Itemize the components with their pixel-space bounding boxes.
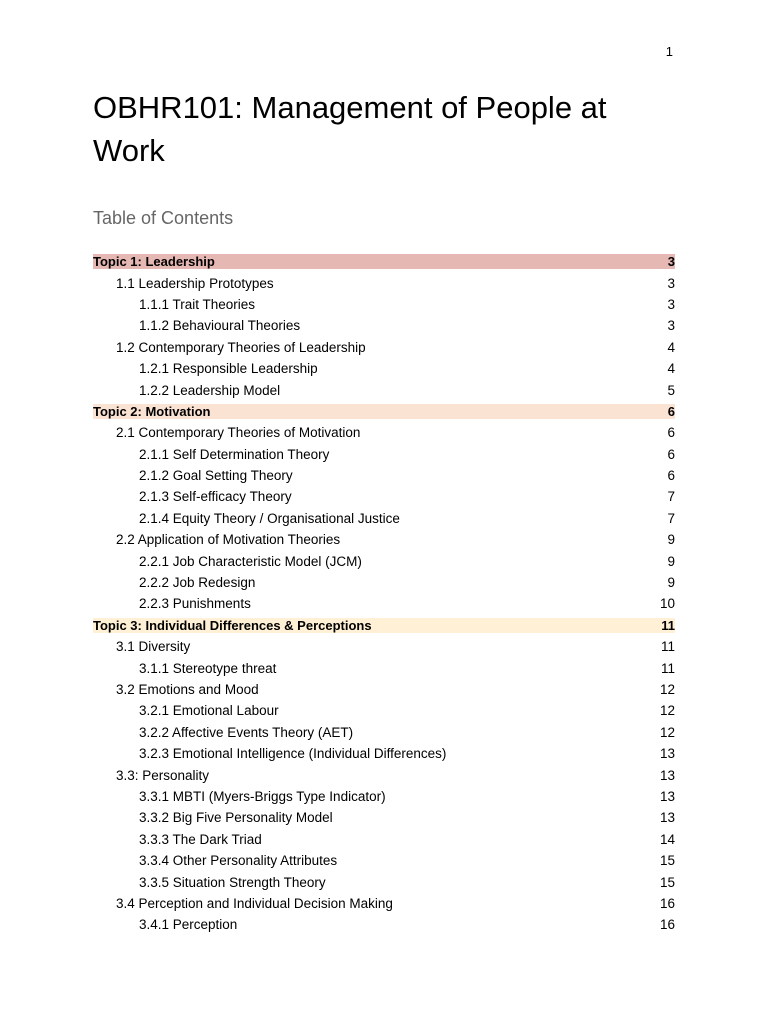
toc-entry-row[interactable] [93, 337, 675, 358]
toc-entry-row[interactable] [93, 422, 675, 443]
toc-page-number: 6 [667, 446, 675, 462]
toc-topic-row[interactable] [93, 254, 675, 269]
toc-page-number: 6 [667, 468, 675, 484]
toc-entry-label: 3.2.2 Affective Events Theory (AET) [139, 724, 354, 740]
toc-entry-row[interactable] [93, 550, 675, 571]
toc-page-number: 7 [667, 510, 675, 526]
toc-entry-label: 2.1 Contemporary Theories of Motivation [116, 425, 361, 441]
toc-page-number: 6 [667, 403, 675, 419]
toc-page-number: 15 [659, 874, 675, 890]
toc-page-number: 11 [660, 660, 675, 676]
toc-entry-row[interactable] [93, 893, 675, 914]
toc-entry-row[interactable] [93, 657, 675, 678]
toc-page-number: 13 [659, 767, 675, 783]
toc-entry-label: 2.2 Application of Motivation Theories [116, 532, 341, 548]
toc-entry-label: 1.2.2 Leadership Model [139, 382, 281, 398]
toc-entry-label: 3.3.2 Big Five Personality Model [139, 810, 333, 826]
toc-topic-row[interactable] [93, 404, 675, 419]
toc-entry-row[interactable] [93, 593, 675, 614]
toc-page-number: 4 [667, 361, 675, 377]
toc-page-number: 7 [667, 489, 675, 505]
toc-entry-row[interactable] [93, 914, 675, 935]
page-number: 1 [665, 44, 673, 59]
toc-entry-label: 1.1.2 Behavioural Theories [139, 318, 301, 334]
toc-page-number: 13 [659, 746, 675, 762]
toc-entry-label: 3.2.1 Emotional Labour [139, 703, 279, 719]
toc-page-number: 16 [659, 917, 675, 933]
toc-entry-label: 2.1.4 Equity Theory / Organisational Justice [139, 510, 400, 526]
toc-entry-label: 2.2.2 Job Redesign [139, 575, 256, 591]
toc-entry-row[interactable] [93, 379, 675, 400]
toc-entry-row[interactable] [93, 572, 675, 593]
toc-entry-label: 3.3: Personality [116, 767, 210, 783]
toc-page-number: 12 [659, 703, 675, 719]
toc-entry-label: 3.3.3 The Dark Triad [139, 831, 262, 847]
toc-entry-label: Topic 1: Leadership [93, 254, 215, 269]
toc-entry-row[interactable] [93, 508, 675, 529]
toc-entry-label: 3.3.1 MBTI (Myers-Briggs Type Indicator) [139, 788, 386, 804]
toc-entry-row[interactable] [93, 358, 675, 379]
toc-entry-row[interactable] [93, 807, 675, 828]
toc-entry-label: 3.1 Diversity [116, 639, 191, 655]
toc-entry-label: 1.1.1 Trait Theories [139, 296, 256, 312]
toc-entry-label: 1.2.1 Responsible Leadership [139, 361, 318, 377]
toc-entry-row[interactable] [93, 636, 675, 657]
toc-entry-label: 1.1 Leadership Prototypes [116, 275, 274, 291]
toc-entry-row[interactable] [93, 465, 675, 486]
toc-entry-label: 2.2.1 Job Characteristic Model (JCM) [139, 553, 362, 569]
toc-entry-row[interactable] [93, 829, 675, 850]
toc-page-number: 15 [659, 853, 675, 869]
document-title: OBHR101: Management of People at Work [93, 90, 607, 168]
toc-entry-label: 3.2 Emotions and Mood [116, 682, 259, 697]
toc-page-number: 11 [660, 639, 675, 655]
toc-entry-label: 3.3.4 Other Personality Attributes [139, 853, 338, 869]
toc-page-number: 6 [667, 425, 675, 441]
toc-page-number: 3 [667, 296, 675, 312]
toc-entry-row[interactable] [93, 871, 675, 892]
toc-entry-row[interactable] [93, 529, 675, 550]
toc-entry-row[interactable] [93, 486, 675, 507]
toc-page-number: 10 [659, 596, 675, 612]
toc-entry-label: 2.1.1 Self Determination Theory [139, 446, 330, 462]
toc-page-number: 3 [667, 254, 675, 269]
toc-page-number: 14 [659, 831, 675, 847]
toc-entry-label: Topic 2: Motivation [93, 403, 211, 419]
toc-page-number: 13 [659, 788, 675, 804]
toc-entry-row[interactable] [93, 272, 675, 293]
toc-entry-row[interactable] [93, 722, 675, 743]
toc-page-number: 9 [667, 553, 675, 569]
toc-page-number: 16 [659, 895, 675, 911]
toc-entry-label: 1.2 Contemporary Theories of Leadership [116, 339, 366, 355]
toc-page-number: 3 [667, 275, 675, 291]
toc-entry-row[interactable] [93, 764, 675, 785]
toc-page-number: 13 [659, 810, 675, 826]
toc-topic-row[interactable] [93, 618, 675, 633]
toc-entry-row[interactable] [93, 786, 675, 807]
toc-page-number: 12 [659, 682, 675, 697]
toc-page-number: 5 [667, 382, 675, 398]
toc-heading: Table of Contents [93, 208, 234, 228]
toc-entry-row[interactable] [93, 294, 675, 315]
toc-page-number: 9 [667, 575, 675, 591]
toc-entry-label: 3.1.1 Stereotype threat [139, 660, 277, 676]
toc-entry-label: 2.2.3 Punishments [139, 596, 251, 612]
toc-entry-label: 3.2.3 Emotional Intelligence (Individual Differences) [139, 746, 447, 762]
toc-entry-label: 2.1.3 Self-efficacy Theory [139, 489, 292, 505]
toc-entry-row[interactable] [93, 444, 675, 465]
toc-entry-label: 3.4.1 Perception [139, 917, 238, 933]
toc-entry-row[interactable] [93, 315, 675, 336]
toc-page-number: 12 [659, 724, 675, 740]
toc-page-number: 11 [661, 617, 675, 633]
toc-page-number: 9 [667, 532, 675, 548]
toc-entry-row[interactable] [93, 679, 675, 700]
toc-entry-label: 3.4 Perception and Individual Decision Making [116, 895, 393, 911]
toc-page-number: 4 [667, 339, 675, 355]
toc-entry-label: 2.1.2 Goal Setting Theory [139, 468, 293, 484]
toc-entry-label: Topic 3: Individual Differences & Perceptions [93, 617, 372, 633]
toc-page-number: 3 [667, 318, 675, 334]
toc-entry-row[interactable] [93, 850, 675, 871]
toc-entry-row[interactable] [93, 700, 675, 721]
toc-entry-row[interactable] [93, 743, 675, 764]
toc-entry-label: 3.3.5 Situation Strength Theory [139, 874, 326, 890]
table-of-contents [93, 251, 675, 936]
